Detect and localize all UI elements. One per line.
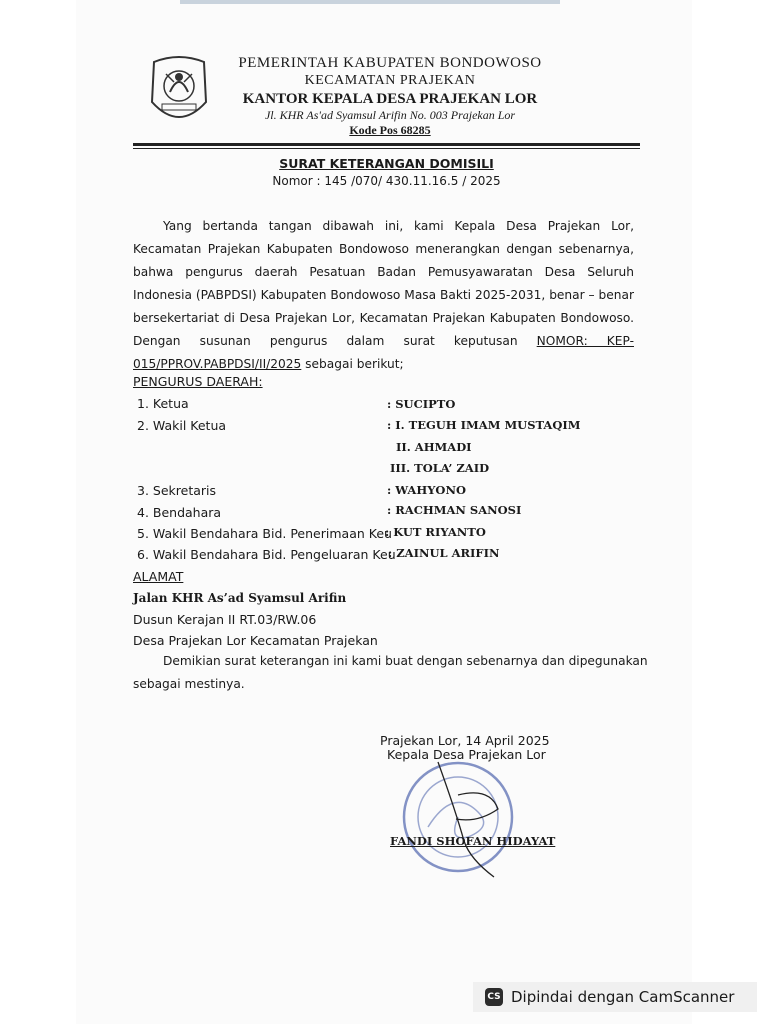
address-heading: ALAMAT [133, 569, 184, 584]
gov-name: PEMERINTAH KABUPATEN BONDOWOSO [238, 55, 542, 71]
board-label: 1. Ketua [137, 396, 189, 411]
decision-number: NOMOR: KEP-015/PPROV.PABPDSI/II/2025 [133, 334, 634, 371]
signer-position: Kepala Desa Prajekan Lor [387, 747, 546, 762]
para-text-b: sebagai berikut; [301, 357, 404, 371]
board-value: : I. TEGUH IMAM MUSTAQIM [387, 418, 581, 432]
letter-title: SURAT KETERANGAN DOMISILI [279, 156, 494, 171]
board-value: III. TOLA’ ZAID [390, 461, 490, 475]
board-label: 5. Wakil Bendahara Bid. Penerimaan Keu [137, 526, 392, 541]
header-rule [133, 143, 640, 146]
camscanner-icon: CS [485, 988, 503, 1006]
board-value: : WAHYONO [387, 483, 466, 497]
signer-name: FANDI SHOFAN HIDAYAT [390, 834, 556, 848]
address-street: Jalan KHR As’ad Syamsul Arifin [133, 591, 347, 605]
office-address: Jl. KHR As'ad Syamsul Arifin No. 003 Prajekan Lor [264, 108, 516, 122]
address-hamlet: Dusun Kerajan II RT.03/RW.06 [133, 612, 317, 627]
board-value: II. AHMADI [396, 440, 472, 454]
place-date: Prajekan Lor, 14 April 2025 [380, 733, 550, 748]
body-paragraph [133, 215, 634, 376]
board-label: 2. Wakil Ketua [137, 418, 227, 433]
camscanner-badge [473, 982, 757, 1012]
board-label: 4. Bendahara [137, 505, 222, 520]
camscanner-label: Dipindai dengan CamScanner [511, 988, 735, 1006]
office-name: KANTOR KEPALA DESA PRAJEKAN LOR [242, 91, 538, 107]
board-label: 6. Wakil Bendahara Bid. Pengeluaran Keu [137, 547, 396, 562]
board-value: : SUCIPTO [387, 397, 456, 411]
header-rule-thin [133, 148, 640, 149]
board-heading: PENGURUS DAERAH: [133, 374, 263, 389]
postal-code: Kode Pos 68285 [349, 123, 431, 137]
board-value: : RACHMAN SANOSI [387, 503, 522, 517]
board-value: : ZAINUL ARIFIN [388, 546, 500, 560]
scan-edge [180, 0, 560, 4]
district-name: KECAMATAN PRAJEKAN [304, 73, 476, 88]
closing-line-1: Demikian surat keterangan ini kami buat dengan sebenarnya dan dipegunakan [163, 654, 648, 668]
para-text-a: Yang bertanda tangan dibawah ini, kami Kepala Desa Prajekan Lor, Kecamatan Prajekan Kabupaten Bondowoso menerangkan dengan sebenarnya, bahwa pengurus daerah Pesatuan Badan Pemusyawaratan Desa Seluruh Indonesia (PABPDSI) Kabupaten Bondowoso Masa Bakti 2025-2031, benar – benar bersekertariat di Desa Prajekan Lor, Kecamatan Prajekan Kabupaten Bondowoso. Dengan susunan pengurus dalam surat keputusan [133, 219, 634, 348]
address-village: Desa Prajekan Lor Kecamatan Prajekan [133, 633, 378, 648]
official-stamp-icon [398, 757, 522, 879]
board-value: : KUT RIYANTO [385, 525, 486, 539]
board-label: 3. Sekretaris [137, 483, 217, 498]
closing-line-2: sebagai mestinya. [133, 677, 245, 691]
letter-number: Nomor : 145 /070/ 430.11.16.5 / 2025 [272, 174, 501, 188]
